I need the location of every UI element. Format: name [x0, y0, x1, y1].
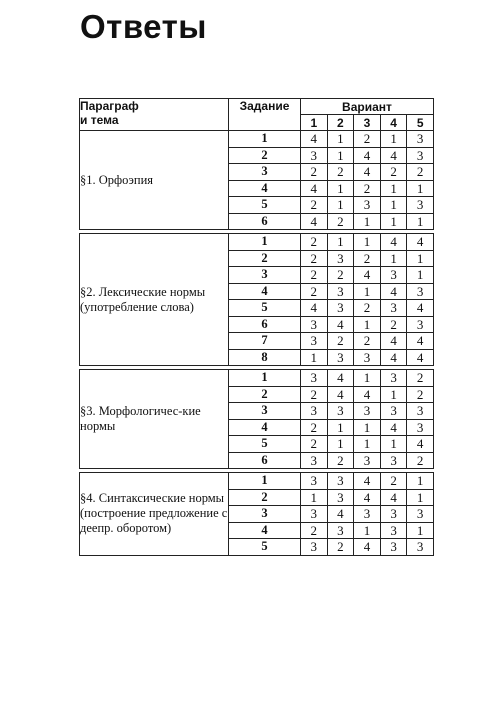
header-variant-number: 2	[327, 115, 354, 131]
section-topic: §2. Лексические нормы (употребление слова)	[80, 234, 229, 366]
answer-cell: 4	[380, 419, 407, 436]
answer-cell: 3	[301, 452, 328, 469]
answer-cell: 1	[301, 349, 328, 366]
task-number: 1	[229, 131, 301, 148]
answer-cell: 4	[354, 164, 381, 181]
answer-cell: 3	[407, 539, 434, 556]
task-number: 4	[229, 419, 301, 436]
answer-cell: 3	[407, 197, 434, 214]
header-variant-number: 1	[301, 115, 328, 131]
answer-cell: 4	[407, 234, 434, 251]
answer-cell: 1	[301, 489, 328, 506]
answer-cell: 4	[327, 386, 354, 403]
answer-cell: 3	[407, 131, 434, 148]
answer-cell: 4	[354, 386, 381, 403]
answers-table	[79, 98, 434, 556]
task-number: 6	[229, 213, 301, 230]
answer-cell: 1	[380, 131, 407, 148]
answer-cell: 1	[407, 473, 434, 490]
answer-cell: 2	[327, 213, 354, 230]
answer-cell: 3	[301, 370, 328, 387]
answer-cell: 3	[354, 349, 381, 366]
answer-cell: 4	[301, 300, 328, 317]
task-number: 7	[229, 333, 301, 350]
answer-cell: 1	[380, 386, 407, 403]
answer-cell: 2	[354, 180, 381, 197]
task-number: 5	[229, 539, 301, 556]
task-number: 6	[229, 316, 301, 333]
answer-cell: 2	[380, 473, 407, 490]
answer-cell: 3	[407, 506, 434, 523]
answer-cell: 3	[380, 370, 407, 387]
answer-cell: 2	[301, 386, 328, 403]
answer-cell: 3	[354, 506, 381, 523]
section-topic: §4. Синтаксические нормы (построение предложение с деепр. оборотом)	[80, 473, 229, 556]
answer-cell: 1	[380, 180, 407, 197]
answer-cell: 4	[327, 316, 354, 333]
answer-cell: 3	[327, 473, 354, 490]
answer-cell: 3	[327, 300, 354, 317]
section-topic: §3. Морфологичес-кие нормы	[80, 370, 229, 469]
answer-cell: 4	[380, 147, 407, 164]
answer-cell: 4	[354, 147, 381, 164]
answer-cell: 3	[354, 197, 381, 214]
answer-cell: 3	[380, 300, 407, 317]
answer-cell: 4	[407, 300, 434, 317]
answer-cell: 4	[327, 506, 354, 523]
answer-cell: 1	[380, 197, 407, 214]
answer-cell: 1	[354, 370, 381, 387]
answer-cell: 1	[327, 147, 354, 164]
answer-cell: 1	[407, 213, 434, 230]
answer-cell: 3	[301, 539, 328, 556]
answer-cell: 2	[380, 164, 407, 181]
task-number: 2	[229, 147, 301, 164]
answer-cell: 1	[354, 522, 381, 539]
answer-cell: 1	[407, 267, 434, 284]
task-number: 3	[229, 403, 301, 420]
answer-cell: 2	[354, 333, 381, 350]
answer-cell: 4	[380, 333, 407, 350]
table-row	[80, 473, 434, 490]
answer-cell: 3	[301, 473, 328, 490]
task-number: 2	[229, 386, 301, 403]
answer-cell: 1	[354, 436, 381, 453]
answer-cell: 4	[407, 436, 434, 453]
answer-cell: 1	[327, 419, 354, 436]
answer-cell: 3	[407, 403, 434, 420]
answer-cell: 2	[301, 283, 328, 300]
answer-cell: 3	[327, 489, 354, 506]
task-number: 3	[229, 506, 301, 523]
header-topic-label: Параграф и тема	[80, 99, 139, 127]
header-topic	[80, 99, 229, 131]
header-variant-number: 5	[407, 115, 434, 131]
answer-cell: 3	[301, 316, 328, 333]
answer-cell: 1	[407, 180, 434, 197]
answer-cell: 1	[354, 234, 381, 251]
answer-cell: 4	[301, 180, 328, 197]
answer-cell: 4	[354, 473, 381, 490]
table-row	[80, 131, 434, 148]
answer-cell: 1	[354, 213, 381, 230]
header-variant-number: 4	[380, 115, 407, 131]
answer-cell: 1	[407, 489, 434, 506]
answer-cell: 2	[407, 386, 434, 403]
answer-cell: 2	[301, 250, 328, 267]
table-body	[80, 131, 434, 556]
answer-cell: 3	[407, 419, 434, 436]
answer-cell: 2	[301, 234, 328, 251]
table-row	[80, 370, 434, 387]
answer-cell: 3	[380, 522, 407, 539]
answer-cell: 4	[380, 349, 407, 366]
answer-cell: 2	[301, 419, 328, 436]
answer-cell: 1	[380, 250, 407, 267]
answer-cell: 3	[380, 267, 407, 284]
answer-cell: 2	[327, 333, 354, 350]
answer-cell: 1	[327, 197, 354, 214]
header-variant: Вариант	[301, 99, 434, 115]
answer-cell: 4	[301, 213, 328, 230]
task-number: 3	[229, 164, 301, 181]
answer-cell: 2	[301, 164, 328, 181]
header-variant-number: 3	[354, 115, 381, 131]
answer-cell: 3	[301, 403, 328, 420]
answer-cell: 1	[354, 316, 381, 333]
answer-cell: 3	[380, 403, 407, 420]
answer-cell: 3	[327, 349, 354, 366]
answer-cell: 3	[380, 452, 407, 469]
answer-cell: 1	[327, 131, 354, 148]
task-number: 4	[229, 180, 301, 197]
answer-cell: 4	[380, 234, 407, 251]
answer-cell: 4	[327, 370, 354, 387]
header-task: Задание	[229, 99, 301, 131]
answer-cell: 1	[407, 522, 434, 539]
answer-cell: 3	[354, 403, 381, 420]
answer-cell: 1	[327, 180, 354, 197]
task-number: 5	[229, 197, 301, 214]
answer-cell: 1	[407, 250, 434, 267]
task-number: 5	[229, 300, 301, 317]
answer-cell: 3	[301, 506, 328, 523]
answer-cell: 2	[407, 452, 434, 469]
answer-cell: 3	[301, 147, 328, 164]
answer-cell: 2	[354, 131, 381, 148]
answer-cell: 1	[354, 419, 381, 436]
answer-cell: 4	[354, 267, 381, 284]
task-number: 4	[229, 522, 301, 539]
answer-cell: 3	[327, 283, 354, 300]
task-number: 4	[229, 283, 301, 300]
task-number: 1	[229, 473, 301, 490]
page-title: Ответы	[80, 8, 207, 45]
task-number: 2	[229, 250, 301, 267]
task-number: 2	[229, 489, 301, 506]
answer-cell: 3	[380, 506, 407, 523]
task-number: 6	[229, 452, 301, 469]
answer-cell: 4	[407, 333, 434, 350]
task-number: 3	[229, 267, 301, 284]
answer-cell: 1	[380, 213, 407, 230]
answer-cell: 3	[327, 403, 354, 420]
table-row	[80, 234, 434, 251]
answer-cell: 4	[354, 539, 381, 556]
answer-cell: 2	[327, 267, 354, 284]
answer-cell: 2	[407, 164, 434, 181]
answer-cell: 4	[301, 131, 328, 148]
answer-cell: 3	[301, 333, 328, 350]
answer-cell: 3	[407, 316, 434, 333]
section-topic: §1. Орфоэпия	[80, 131, 229, 230]
task-number: 1	[229, 370, 301, 387]
answer-cell: 1	[354, 283, 381, 300]
answer-cell: 2	[380, 316, 407, 333]
answer-cell: 1	[327, 234, 354, 251]
answer-cell: 4	[380, 283, 407, 300]
answer-cell: 4	[380, 489, 407, 506]
answer-cell: 2	[301, 436, 328, 453]
answer-cell: 1	[380, 436, 407, 453]
answer-cell: 2	[354, 250, 381, 267]
answer-cell: 3	[407, 147, 434, 164]
answer-cell: 2	[327, 539, 354, 556]
task-number: 1	[229, 234, 301, 251]
answer-cell: 2	[301, 197, 328, 214]
answer-cell: 2	[407, 370, 434, 387]
answer-cell: 2	[327, 452, 354, 469]
answer-cell: 2	[354, 300, 381, 317]
task-number: 8	[229, 349, 301, 366]
answer-cell: 3	[327, 522, 354, 539]
answer-cell: 2	[327, 164, 354, 181]
answer-cell: 1	[327, 436, 354, 453]
answer-cell: 2	[301, 267, 328, 284]
answer-cell: 3	[354, 452, 381, 469]
answer-cell: 4	[407, 349, 434, 366]
answer-cell: 3	[407, 283, 434, 300]
answer-cell: 3	[380, 539, 407, 556]
answer-cell: 3	[327, 250, 354, 267]
answer-cell: 4	[354, 489, 381, 506]
answer-cell: 2	[301, 522, 328, 539]
task-number: 5	[229, 436, 301, 453]
